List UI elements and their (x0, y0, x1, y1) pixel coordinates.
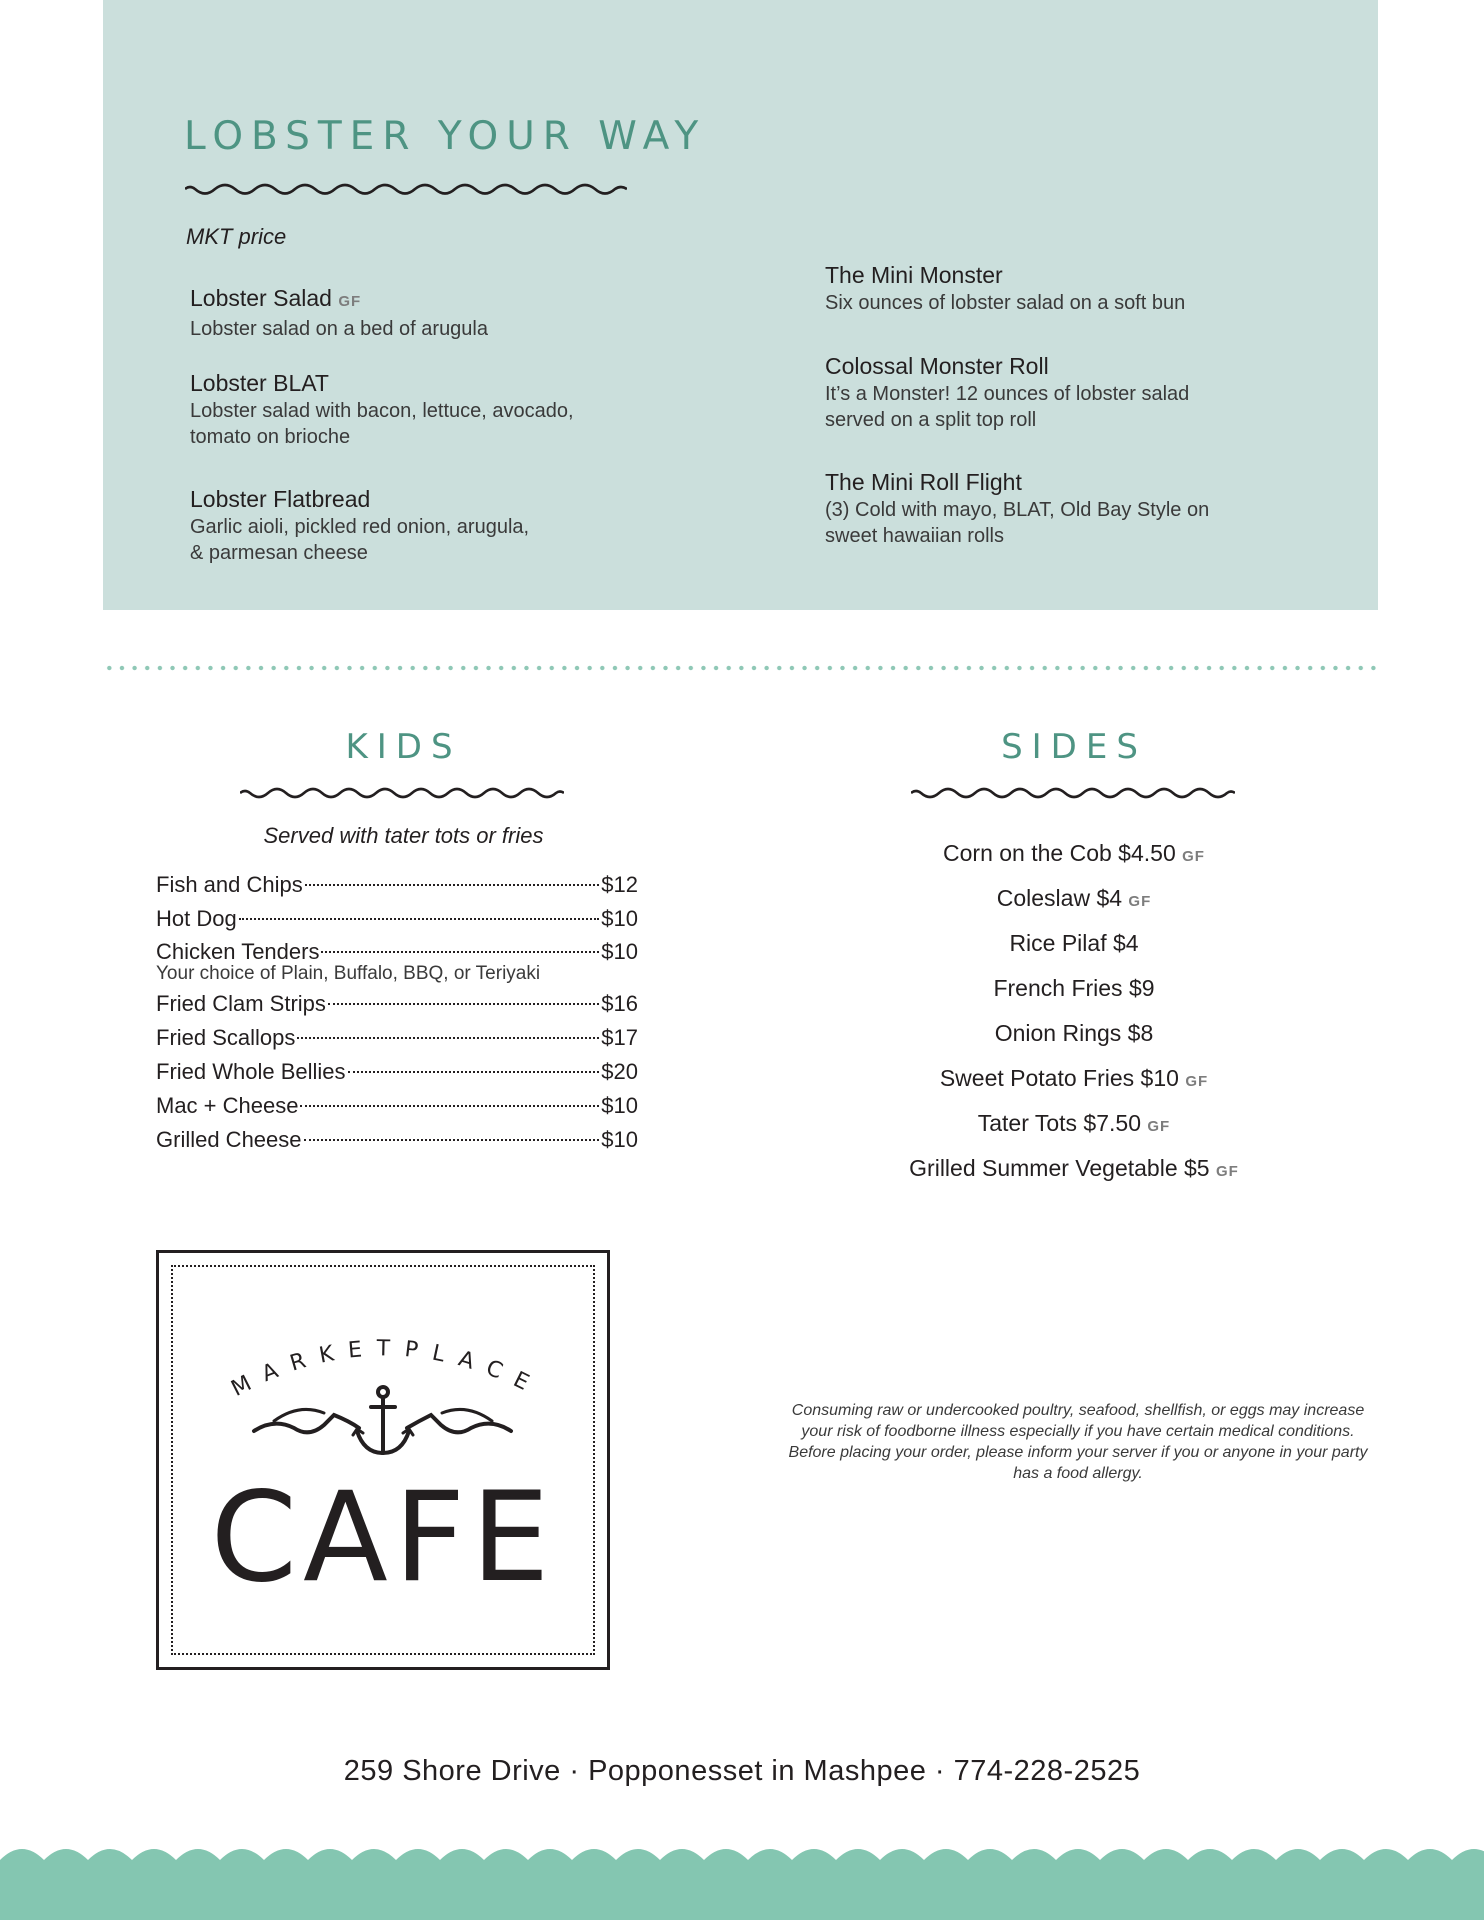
item-description: (3) Cold with mayo, BLAT, Old Bay Style on (825, 499, 1210, 521)
kids-menu-list (156, 868, 638, 1157)
logo-graphic (159, 1253, 607, 1667)
kids-section-title: KIDS (345, 727, 462, 767)
item-name: Grilled Cheese (156, 1127, 302, 1152)
gluten-free-badge: GF (1128, 893, 1152, 910)
list-item (156, 1123, 638, 1157)
kids-subtitle: Served with tater tots or fries (263, 823, 544, 848)
list-item (156, 987, 638, 1021)
sides-menu-list (824, 833, 1324, 1193)
lobster-section-title: LOBSTER YOUR WAY (184, 114, 707, 159)
gluten-free-badge: GF (1182, 848, 1205, 865)
side-item-text: Rice Pilaf $4 (1009, 930, 1139, 956)
list-item (156, 1089, 638, 1123)
sides-section-title: SIDES (1001, 727, 1147, 767)
item-price: $10 (601, 906, 638, 931)
list-item (156, 1055, 638, 1089)
item-name: Fried Scallops (156, 1025, 296, 1050)
side-item-text: Tater Tots $7.50 (977, 1110, 1141, 1136)
item-description-line2: tomato on brioche (190, 426, 351, 448)
market-price-note: MKT price (186, 224, 287, 249)
logo-top-text: MARKETPLACE (227, 1336, 546, 1402)
list-item (824, 923, 1324, 968)
item-name: Colossal Monster Roll (825, 353, 1049, 379)
item-price: $12 (601, 872, 638, 897)
item-name: Fried Whole Bellies (156, 1059, 346, 1084)
list-item (824, 878, 1324, 923)
item-name: Lobster BLAT (190, 370, 329, 396)
menu-item-lobster-salad (190, 284, 488, 342)
item-name: Mac + Cheese (156, 1093, 299, 1118)
item-price: $16 (601, 991, 638, 1016)
item-description: Garlic aioli, pickled red onion, arugula, (190, 516, 530, 538)
menu-item-mini-roll-flight (825, 468, 1209, 549)
dotted-divider (103, 664, 1381, 672)
list-item (824, 968, 1324, 1013)
item-price: $10 (601, 1093, 638, 1118)
side-item-text: Grilled Summer Vegetable $5 (909, 1155, 1210, 1181)
wave-divider-icon (240, 786, 564, 804)
item-description-line2: served on a split top roll (825, 409, 1037, 431)
item-name: Fish and Chips (156, 872, 303, 897)
wave-divider-icon (911, 786, 1235, 804)
item-price: $17 (601, 1025, 638, 1050)
item-note: Your choice of Plain, Buffalo, BBQ, or Teriyaki (156, 963, 541, 984)
item-name: Fried Clam Strips (156, 991, 326, 1016)
item-name: Hot Dog (156, 906, 237, 931)
side-item-text: Onion Rings $8 (994, 1020, 1154, 1046)
item-name: Chicken Tenders (156, 939, 320, 964)
list-item (156, 902, 638, 936)
list-item (824, 1058, 1324, 1103)
logo-main-text: CAFE (210, 1466, 556, 1610)
item-description-line2: sweet hawaiian rolls (825, 525, 1004, 547)
list-item (156, 1021, 638, 1055)
menu-item-lobster-flatbread (190, 485, 529, 566)
menu-item-mini-monster (825, 261, 1185, 316)
item-name: Lobster Salad (190, 285, 332, 311)
item-description: Lobster salad on a bed of arugula (190, 318, 488, 340)
list-item (156, 868, 638, 902)
item-description: It’s a Monster! 12 ounces of lobster salad (825, 383, 1190, 405)
gluten-free-badge: GF (338, 293, 362, 310)
list-item (824, 1013, 1324, 1058)
allergy-disclaimer: Consuming raw or undercooked poultry, seafood, shellfish, or eggs may increase your risk of foodborne illness especially if you have certain medical conditions. Before placing your order, please inform your server if you or anyone in your party has a food allergy. (788, 1402, 1368, 1482)
side-item-text: French Fries $9 (993, 975, 1155, 1001)
lobster-panel (103, 0, 1378, 610)
gluten-free-badge: GF (1185, 1073, 1209, 1090)
item-description: Lobster salad with bacon, lettuce, avocado, (190, 400, 574, 422)
item-name: Lobster Flatbread (190, 486, 371, 512)
item-name: The Mini Monster (825, 262, 1003, 288)
item-description: Six ounces of lobster salad on a soft bun (825, 292, 1186, 314)
side-item-text: Sweet Potato Fries $10 (939, 1065, 1179, 1091)
side-item-text: Corn on the Cob $4.50 (943, 840, 1176, 866)
cafe-logo (156, 1250, 610, 1670)
gluten-free-badge: GF (1215, 1163, 1239, 1180)
item-description-line2: & parmesan cheese (190, 542, 368, 564)
anchor-icon (353, 1387, 413, 1453)
wave-divider-icon (185, 182, 627, 200)
menu-item-lobster-blat (190, 369, 574, 450)
list-item (824, 1103, 1324, 1148)
menu-item-colossal-monster-roll (825, 352, 1189, 433)
side-item-text: Coleslaw $4 (996, 885, 1123, 911)
restaurant-address: 259 Shore Drive · Popponesset in Mashpee · 774-228-2525 (343, 1755, 1141, 1787)
list-item (824, 1148, 1324, 1193)
item-price: $10 (601, 1127, 638, 1152)
item-price: $20 (601, 1059, 638, 1084)
list-item (824, 833, 1324, 878)
footer-wave-band (0, 1840, 1484, 1920)
gluten-free-badge: GF (1147, 1118, 1171, 1135)
item-price: $10 (601, 939, 638, 964)
item-name: The Mini Roll Flight (825, 469, 1022, 495)
